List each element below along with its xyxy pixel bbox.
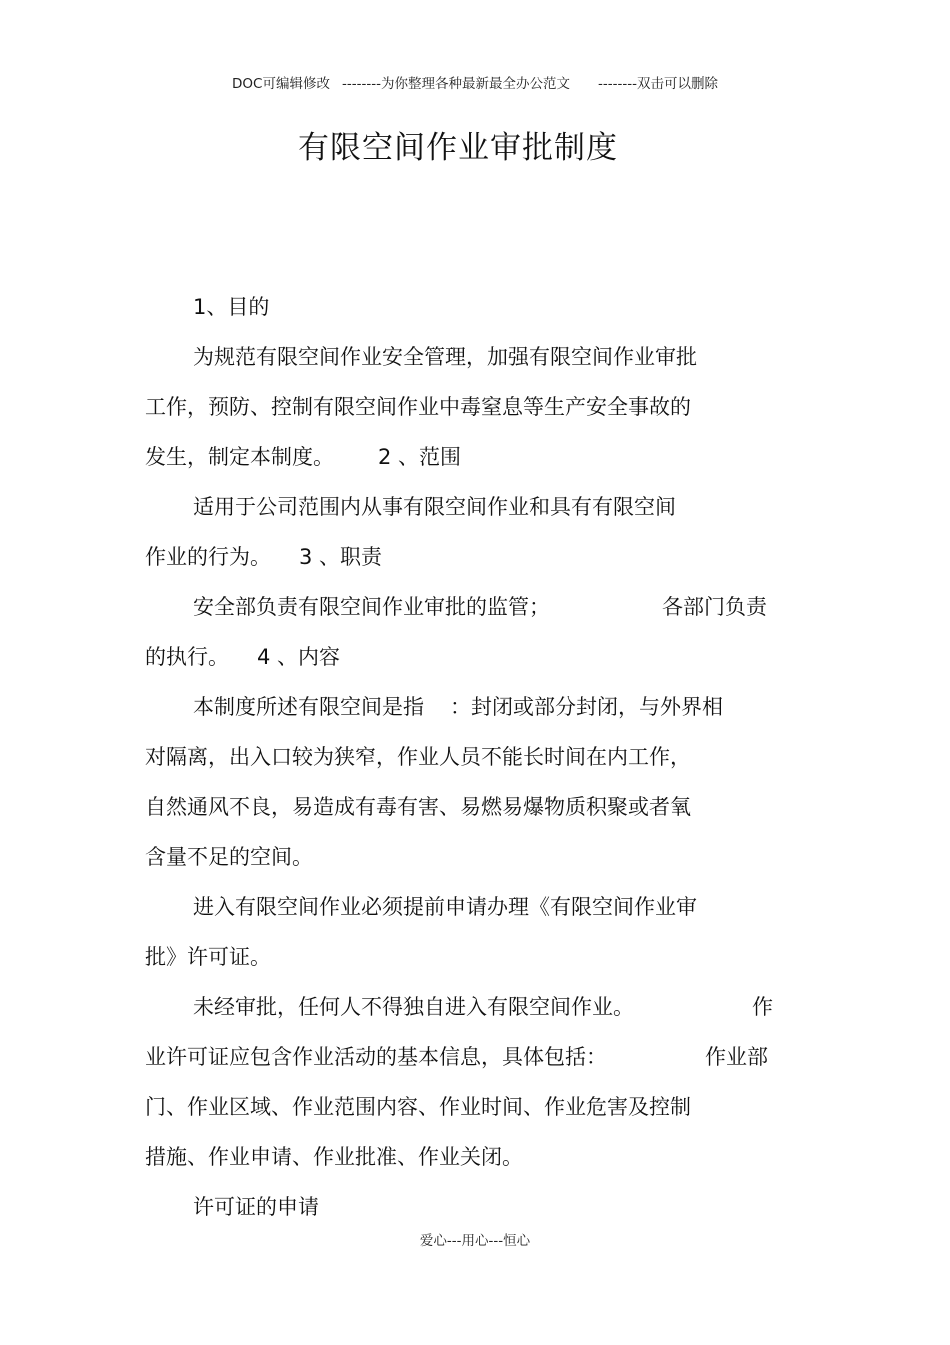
paragraph-line: 进入有限空间作业必须提前申请办理《有限空间作业审 — [193, 895, 697, 919]
paragraph-line: 适用于公司范围内从事有限空间作业和具有有限空间 — [193, 495, 676, 519]
subsection-heading: 许可证的申请 — [193, 1195, 319, 1219]
paragraph-line — [145, 542, 382, 572]
paragraph-text: 的执行。 — [145, 645, 229, 669]
section-heading-content: 4 、内容 — [257, 645, 341, 669]
paragraph-text: 安全部负责有限空间作业审批的监管； — [193, 595, 550, 619]
section-heading-purpose: 1、目的 — [193, 295, 270, 319]
paragraph-line — [145, 1042, 768, 1072]
header-middle-text: --------为你整理各种最新最全办公范文 — [341, 76, 570, 92]
header-left-text: DOC可编辑修改 — [232, 76, 330, 92]
paragraph-line: 含量不足的空间。 — [145, 845, 313, 869]
paragraph-text: 本制度所述有限空间是指 — [193, 695, 424, 719]
paragraph-line: 工作，预防、控制有限空间作业中毒窒息等生产安全事故的 — [145, 395, 691, 419]
header-right-text: --------双击可以删除 — [597, 76, 718, 92]
page-footer: 爱心---用心---恒心 — [419, 1233, 531, 1249]
section-heading-duties: 3 、职责 — [299, 545, 383, 569]
paragraph-line: 自然通风不良，易造成有毒有害、易燃易爆物质积聚或者氧 — [145, 795, 691, 819]
paragraph-text: 作业部 — [705, 1045, 768, 1069]
paragraph-line: 措施、作业申请、作业批准、作业关闭。 — [145, 1145, 523, 1169]
paragraph-text: 作业的行为。 — [145, 545, 271, 569]
paragraph-line: 门、作业区域、作业范围内容、作业时间、作业危害及控制 — [145, 1095, 691, 1119]
paragraph-text: 作 — [752, 995, 773, 1019]
section-heading-scope: 2 、范围 — [378, 445, 462, 469]
paragraph-line — [193, 592, 767, 622]
paragraph-text: 未经审批，任何人不得独自进入有限空间作业。 — [193, 995, 634, 1019]
paragraph-line: 为规范有限空间作业安全管理，加强有限空间作业审批 — [193, 345, 697, 369]
paragraph-line — [193, 692, 723, 722]
document-title: 有限空间作业审批制度 — [298, 130, 618, 166]
paragraph-line: 对隔离，出入口较为狭窄，作业人员不能长时间在内工作， — [145, 745, 691, 769]
paragraph-line — [145, 642, 340, 672]
paragraph-text: 发生，制定本制度。 — [145, 445, 334, 469]
paragraph-text: 各部门负责 — [662, 595, 767, 619]
paragraph-line: 批》许可证。 — [145, 945, 271, 969]
page-header — [0, 72, 950, 92]
paragraph-line — [145, 442, 461, 472]
paragraph-text: ：封闭或部分封闭，与外界相 — [450, 695, 723, 719]
paragraph-text: 业许可证应包含作业活动的基本信息，具体包括： — [145, 1045, 607, 1069]
paragraph-line — [193, 992, 773, 1022]
